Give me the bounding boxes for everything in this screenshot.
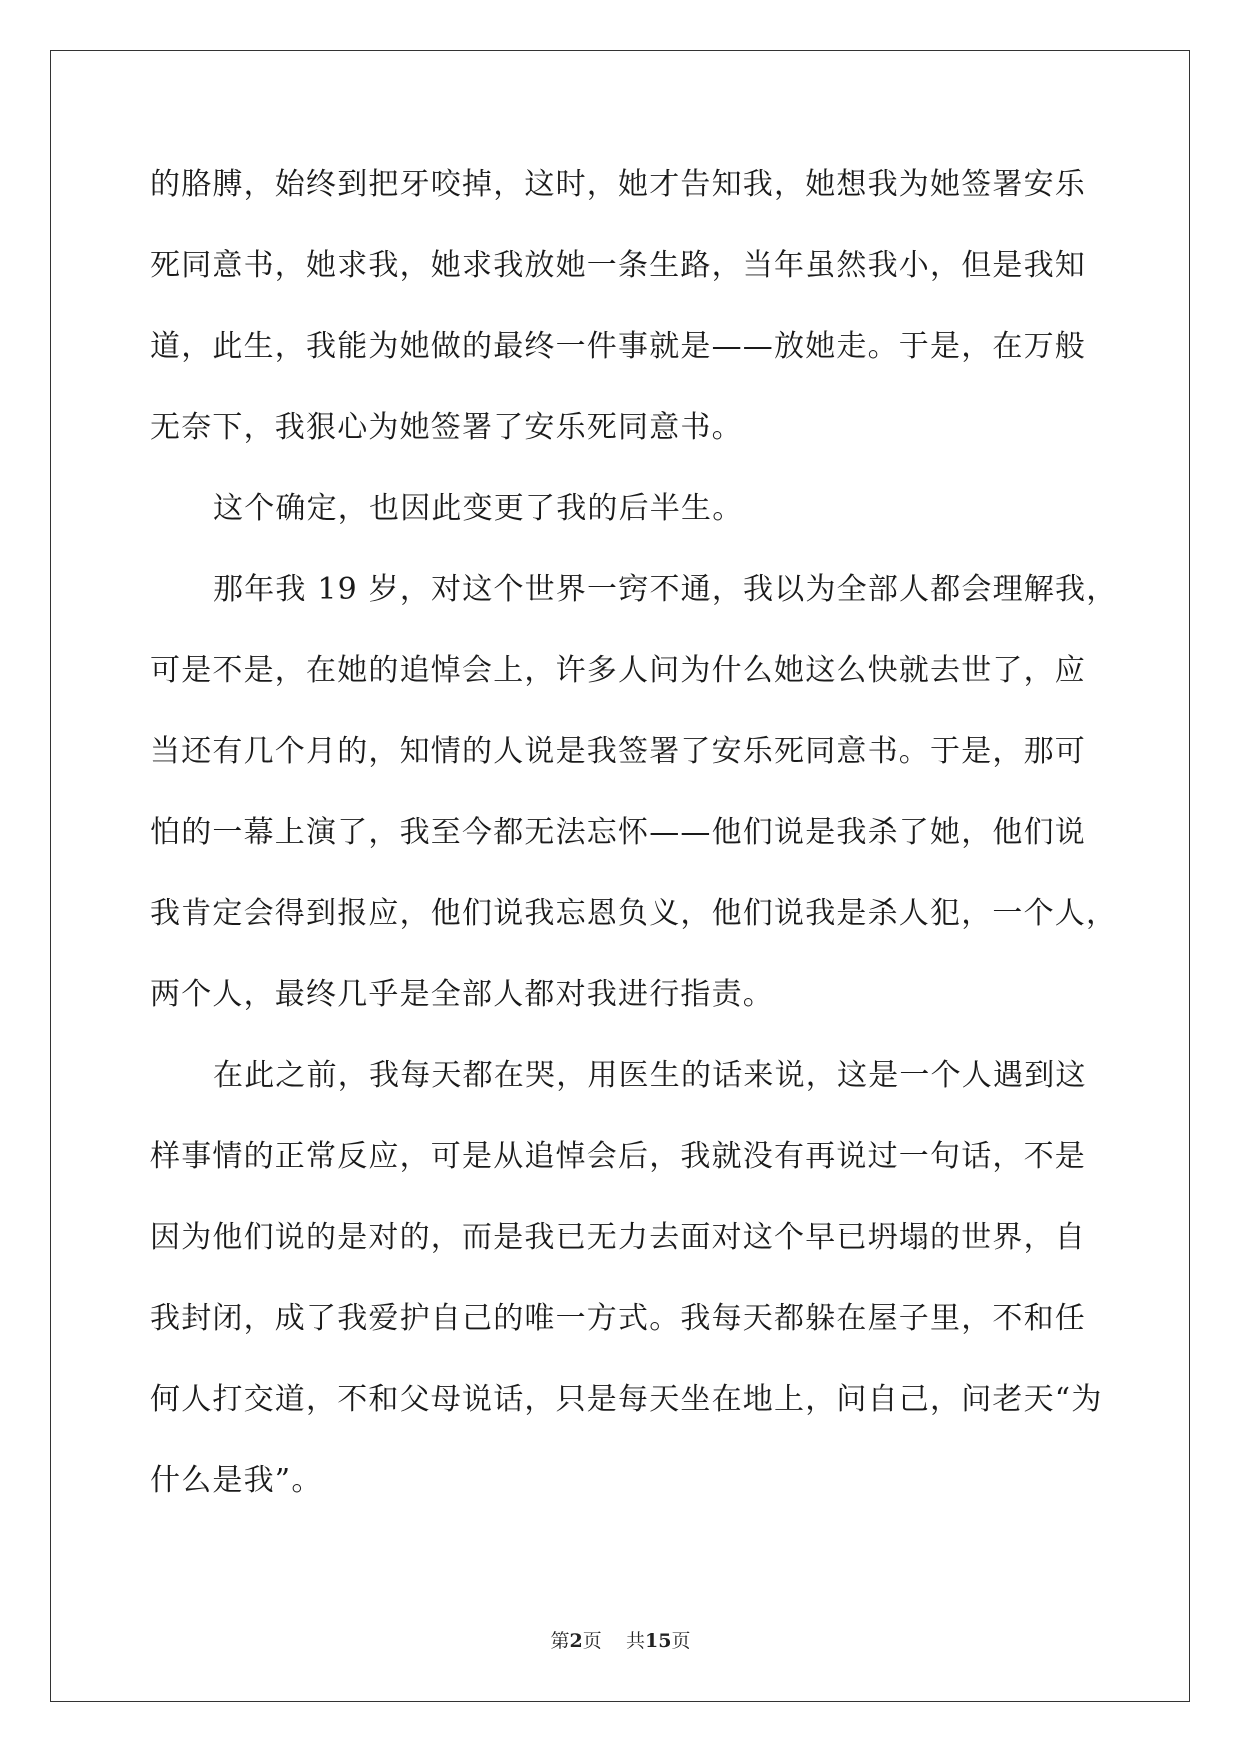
text-line-13: 样事情的正常反应，可是从追悼会后，我就没有再说过一句话，不是 [150,1139,1086,1174]
total-suffix: 页 [671,1630,691,1652]
text-line-8: 当还有几个月的，知情的人说是我签署了安乐死同意书。于是，那可 [150,734,1086,769]
text-line-16: 何人打交道，不和父母说话，只是每天坐在地上，问自己，问老天“为 [150,1382,1103,1417]
text-line-10: 我肯定会得到报应，他们说我忘恩负义，他们说我是杀人犯，一个人， [150,896,1118,931]
text-line-6: 那年我 19 岁，对这个世界一窍不通，我以为全部人都会理解我， [213,572,1118,607]
page-prefix: 第 [550,1630,570,1652]
text-line-1: 的胳膊，始终到把牙咬掉，这时，她才告知我，她想我为她签署安乐 [150,167,1086,202]
text-line-3: 道，此生，我能为她做的最终一件事就是——放她走。于是，在万般 [150,329,1086,364]
text-line-2: 死同意书，她求我，她求我放她一条生路，当年虽然我小，但是我知 [150,248,1086,283]
text-line-7: 可是不是，在她的追悼会上，许多人问为什么她这么快就去世了，应 [150,653,1086,688]
text-line-11: 两个人，最终几乎是全部人都对我进行指责。 [150,977,774,1012]
text-line-14: 因为他们说的是对的，而是我已无力去面对这个早已坍塌的世界，自 [150,1220,1086,1255]
page-suffix: 页 [582,1630,602,1652]
page-footer [0,1626,1241,1653]
total-pages-number: 15 [644,1630,672,1652]
document-body [150,162,1118,1539]
current-page-number: 2 [569,1630,583,1652]
text-line-17: 什么是我”。 [150,1463,323,1498]
text-line-9: 怕的一幕上演了，我至今都无法忘怀——他们说是我杀了她，他们说 [150,815,1086,850]
total-prefix: 共 [625,1630,645,1652]
text-line-4: 无奈下，我狠心为她签署了安乐死同意书。 [150,410,743,445]
text-line-15: 我封闭，成了我爱护自己的唯一方式。我每天都躲在屋子里，不和任 [150,1301,1086,1336]
text-line-5: 这个确定，也因此变更了我的后半生。 [213,491,744,526]
text-line-12: 在此之前，我每天都在哭，用医生的话来说，这是一个人遇到这 [213,1058,1087,1093]
